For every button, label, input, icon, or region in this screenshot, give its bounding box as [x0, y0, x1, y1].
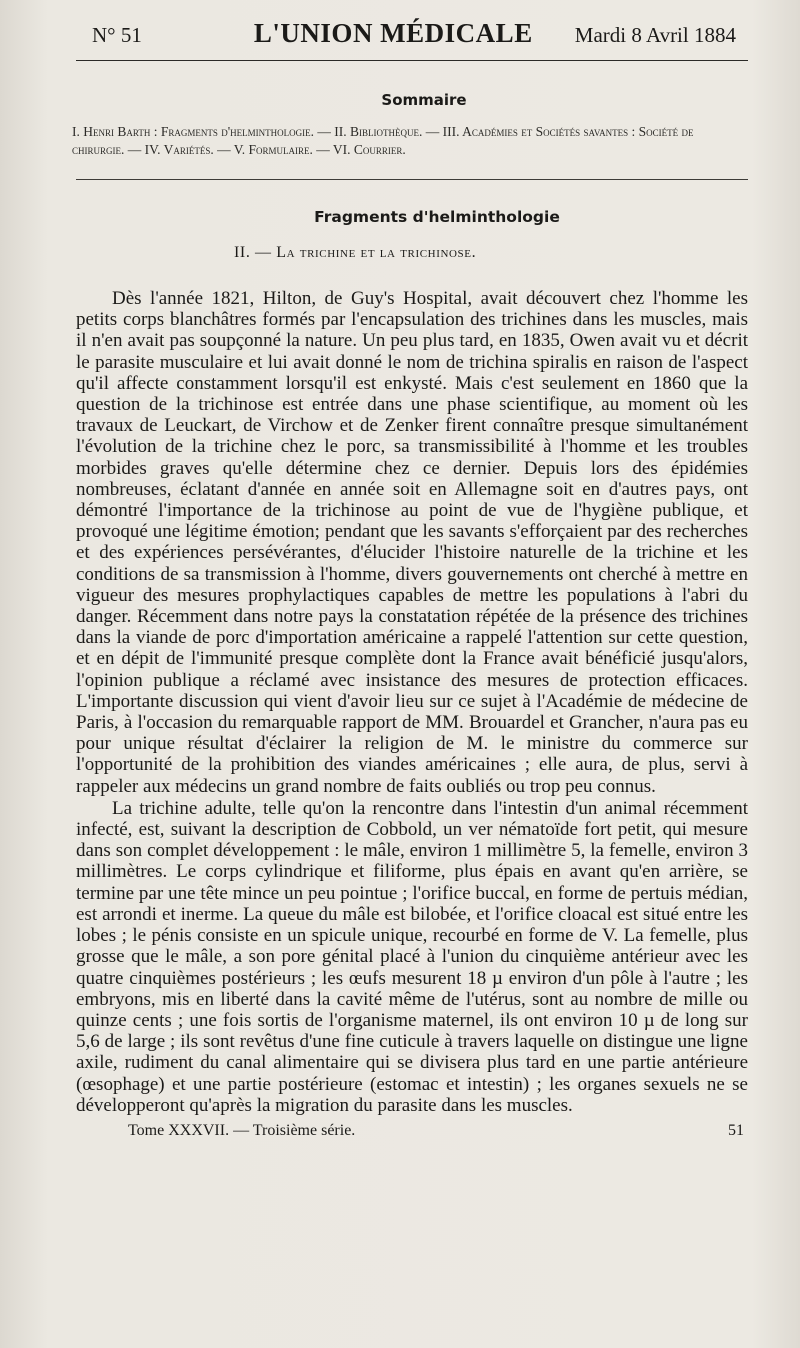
- issue-date: Mardi 8 Avril 1884: [574, 23, 736, 47]
- masthead: [76, 18, 748, 58]
- issue-number: N° 51: [92, 23, 142, 47]
- sommaire-rule: [76, 179, 748, 180]
- journal-title: L'UNION MÉDICALE: [253, 18, 533, 48]
- article-subtitle: II. — La trichine et la trichinose.: [234, 244, 477, 261]
- article-body: [76, 288, 748, 1116]
- sommaire-contents: I. Henri Barth : Fragments d'helminthologie. — II. Bibliothèque. — III. Académies et Sociétés savantes : Société de chirurgie. — IV. Variétés. — V. Formulaire. — VI. Courrier.: [72, 124, 694, 157]
- sommaire-heading: Sommaire: [381, 91, 467, 109]
- page-footer: [76, 1122, 748, 1140]
- tome-label: Tome XXXVII. — Troisième série.: [128, 1121, 356, 1139]
- page-number: 51: [728, 1121, 744, 1139]
- paragraph: La trichine adulte, telle qu'on la rencontre dans l'intestin d'un animal récemment infecté, est, suivant la description de Cobbold, un ver nématoïde fort petit, qui mesure dans son complet développement : le mâle, environ 1 millimètre 5, la femelle, environ 3 millimètres. Le corps cylindrique et filiforme, plus épais en avant qu'en arrière, se termine par une tête mince un peu pointue ; l'orifice buccal, en forme de pertuis médian, est arrondi et inerme. La queue du mâle est bilobée, et l'orifice cloacal est situé entre les lobes ; le pénis consiste en un spicule unique, recourbé en forme de V. La femelle, plus grosse que le mâle, a son pore génital placé à l'union du cinquième antérieur avec les quatre cinquièmes postérieurs ; les œufs mesurent 18 µ environ d'un pôle à l'autre ; les embryons, mis en liberté dans la cavité même de l'utérus, sont au nombre de mille ou quinze cents ; une fois sortis de l'organisme maternel, ils ont environ 10 µ de long sur 5,6 de large ; ils sont revêtus d'une fine cuticule à travers laquelle on distingue une ligne axile, rudiment du canal alimentaire qui se divisera plus tard en une partie antérieure (œsophage) et une partie postérieure (estomac et intestin) ; les organes sexuels ne se développeront qu'après la migration du parasite dans les muscles.: [76, 797, 748, 1116]
- article-title: Fragments d'helminthologie: [314, 208, 560, 226]
- paragraph: Dès l'année 1821, Hilton, de Guy's Hospital, avait découvert chez l'homme les petits corps blanchâtres formés par l'encapsulation des trichines dans les muscles, mais il n'en avait pas soupçonné la nature. Un peu plus tard, en 1835, Owen avait vu et décrit le parasite musculaire et lui avait donné le nom de trichina spiralis en raison de l'aspect qu'il affecte constamment lorsqu'il est enkysté. Mais c'est seulement en 1860 que la question de la trichinose est entrée dans une phase scientifique, au moment où les travaux de Leuckart, de Virchow et de Zenker firent connaître presque simultanément l'évolution de la trichine chez le porc, sa transmissibilité à l'homme et les troubles morbides graves qu'elle détermine chez ce dernier. Depuis lors des épidémies nombreuses, éclatant d'année en année soit en Allemagne soit en d'autres pays, ont démontré l'importance de la trichinose au point de vue de l'hygiène publique, et provoqué une légitime émotion; pendant que les savants s'efforçaient par des recherches et des expériences persévérantes, d'élucider l'histoire naturelle de la trichine et les conditions de sa transmission à l'homme, divers gouvernements ont cherché à mettre en vigueur des mesures prophylactiques capables de mettre les populations à l'abri du danger. Récemment dans notre pays la constatation répétée de la présence des trichines dans la viande de porc d'importation américaine a rappelé l'attention sur cette question, et en dépit de l'immunité presque complète dont la France avait bénéficié jusqu'alors, l'opinion publique a réclamé avec insistance des mesures de protection efficaces. L'importante discussion qui vient d'avoir lieu sur ce sujet à l'Académie de médecine de Paris, à l'occasion du remarquable rapport de MM. Brouardel et Grancher, n'aura pas eu pour unique résultat d'éclairer la religion de M. le ministre du commerce sur l'opportunité de la prohibition des viandes américaines ; elle aura, de plus, servi à rappeler aux médecins un grand nombre de faits oubliés ou trop peu connus.: [76, 288, 748, 797]
- masthead-rule: [76, 60, 748, 61]
